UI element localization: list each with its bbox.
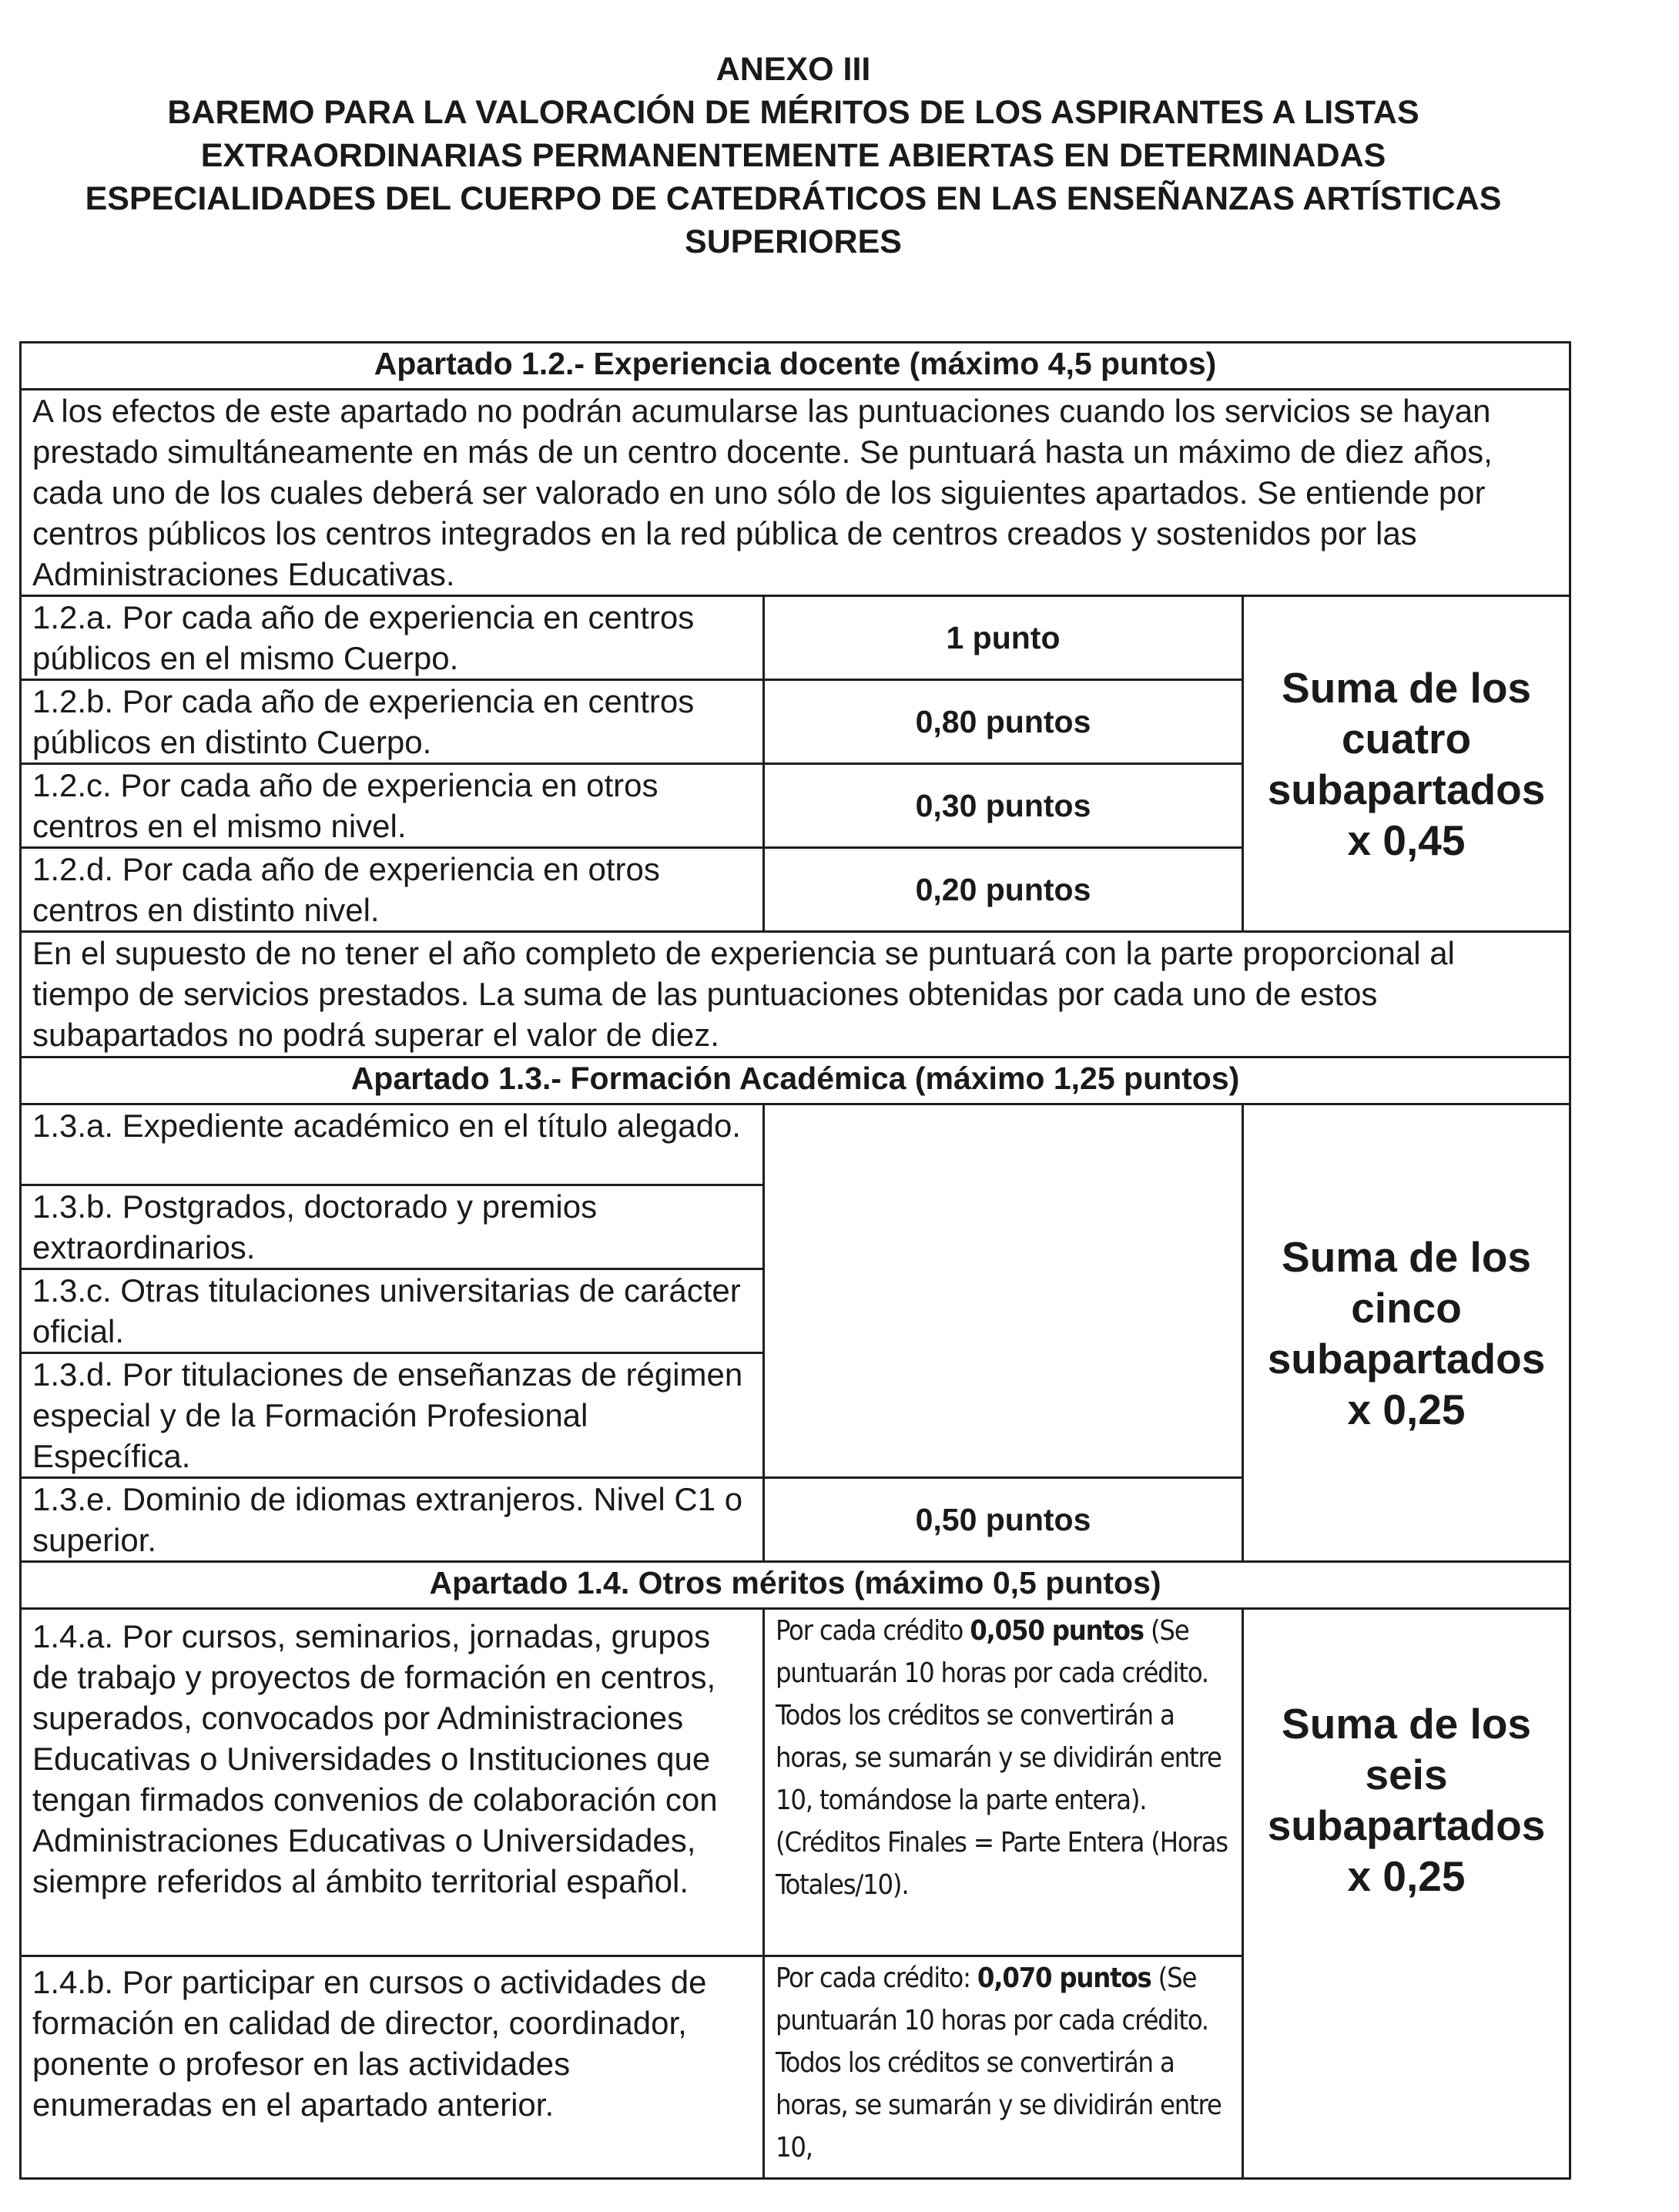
criterion-points: 0,50 puntos [764,1478,1243,1562]
section-note-row [21,932,1570,1057]
criterion-text: 1.3.b. Postgrados, doctorado y premios extraordinarios. [21,1185,764,1269]
sum-line: Suma de los [1282,1700,1531,1748]
sum-line: subapartados [1267,1334,1546,1382]
criterion-text: 1.2.d. Por cada año de experiencia en otros centros en distinto nivel. [21,848,764,932]
annex-label: ANEXO III [716,51,871,88]
criterion-points-detail [764,1956,1243,2179]
section-header-row [21,1562,1570,1609]
section-header: Apartado 1.3.- Formación Académica (máximo 1,25 puntos) [21,1057,1570,1104]
criterion-text: 1.4.b. Por participar en cursos o actividades de formación en calidad de director, coordinador, ponente o profesor en las actividades enumeradas en el apartado anterior. [21,1956,764,2179]
criterion-points: 0,30 puntos [764,764,1243,848]
points-value: 0,070 puntos [977,1962,1151,1994]
sum-line: cinco [1351,1283,1462,1332]
section-header-row [21,343,1570,390]
sum-line: Suma de los [1282,1232,1531,1281]
criterion-points-detail [764,1609,1243,1956]
criterion-text: 1.2.b. Por cada año de experiencia en centros públicos en distinto Cuerpo. [21,680,764,764]
criterion-points-empty [764,1104,1243,1478]
sum-line: subapartados [1267,1801,1546,1849]
sum-line: cuatro [1341,714,1472,762]
title-line: SUPERIORES [685,223,902,260]
document-title [0,48,1587,263]
sum-line: subapartados [1267,765,1546,813]
sum-formula [1243,1609,1570,2179]
sum-line: seis [1365,1751,1448,1798]
criterion-row [21,1609,1570,1956]
sum-line: x 0,25 [1347,1385,1466,1433]
criterion-row [21,1104,1570,1185]
points-prefix: Por cada crédito: [776,1962,977,1994]
section-intro: A los efectos de este apartado no podrán acumularse las puntuaciones cuando los servicios se hayan prestado simultáneamente en más de un centro docente. Se puntuará hasta un máximo de diez años, cada uno de los cuales deberá ser valorado en uno sólo de los siguientes apartados. Se entiende por centros públicos los centros integrados en la red pública de centros creados y sostenidos por las Administraciones Educativas. [21,390,1570,596]
criterion-points: 0,20 puntos [764,848,1243,932]
points-detail: (Se puntuarán 10 horas por cada crédito. Todos los créditos se convertirán a horas, se sumarán y se dividirán entre 10, [776,1962,1222,2163]
title-line: ESPECIALIDADES DEL CUERPO DE CATEDRÁTICOS EN LAS ENSEÑANZAS ARTÍSTICAS [85,180,1502,217]
criterion-text: 1.3.c. Otras titulaciones universitarias de carácter oficial. [21,1269,764,1353]
criterion-text: 1.2.a. Por cada año de experiencia en centros públicos en el mismo Cuerpo. [21,596,764,680]
criterion-row [21,596,1570,680]
section-intro-row [21,390,1570,596]
criterion-points: 1 punto [764,596,1243,680]
section-note: En el supuesto de no tener el año completo de experiencia se puntuará con la parte proporcional al tiempo de servicios prestados. La suma de las puntuaciones obtenidas por cada uno de estos subapartados no podrá superar el valor de diez. [21,932,1570,1057]
title-line: BAREMO PARA LA VALORACIÓN DE MÉRITOS DE LOS ASPIRANTES A LISTAS [167,94,1419,131]
criterion-text: 1.3.a. Expediente académico en el título alegado. [21,1104,764,1185]
points-value: 0,050 puntos [970,1615,1144,1647]
sum-line: x 0,25 [1347,1852,1466,1900]
points-prefix: Por cada crédito [776,1615,970,1647]
section-header: Apartado 1.2.- Experiencia docente (máximo 4,5 puntos) [21,343,1570,390]
criterion-points: 0,80 puntos [764,680,1243,764]
criterion-text: 1.3.e. Dominio de idiomas extranjeros. Nivel C1 o superior. [21,1478,764,1562]
sum-line: x 0,45 [1347,816,1466,864]
points-detail: (Se puntuarán 10 horas por cada crédito. Todos los créditos se convertirán a horas, se sumarán y se dividirán entre 10, tomándose la parte entera). (Créditos Finales = Parte Entera (Horas Totales/10). [776,1615,1228,1901]
title-line: EXTRAORDINARIAS PERMANENTEMENTE ABIERTAS EN DETERMINADAS [200,137,1386,174]
criterion-text: 1.2.c. Por cada año de experiencia en otros centros en el mismo nivel. [21,764,764,848]
sum-line: Suma de los [1282,663,1531,712]
sum-formula [1243,1104,1570,1562]
sum-formula [1243,596,1570,932]
merit-scale-table [19,341,1571,2180]
section-header-row [21,1057,1570,1104]
criterion-text: 1.3.d. Por titulaciones de enseñanzas de régimen especial y de la Formación Profesional Específica. [21,1353,764,1478]
section-header: Apartado 1.4. Otros méritos (máximo 0,5 puntos) [21,1562,1570,1609]
criterion-text: 1.4.a. Por cursos, seminarios, jornadas, grupos de trabajo y proyectos de formación en centros, superados, convocados por Administraciones Educativas o Universidades o Instituciones que tengan firmados convenios de colaboración con Administraciones Educativas o Universidades, siempre referidos al ámbito territorial español. [21,1609,764,1956]
